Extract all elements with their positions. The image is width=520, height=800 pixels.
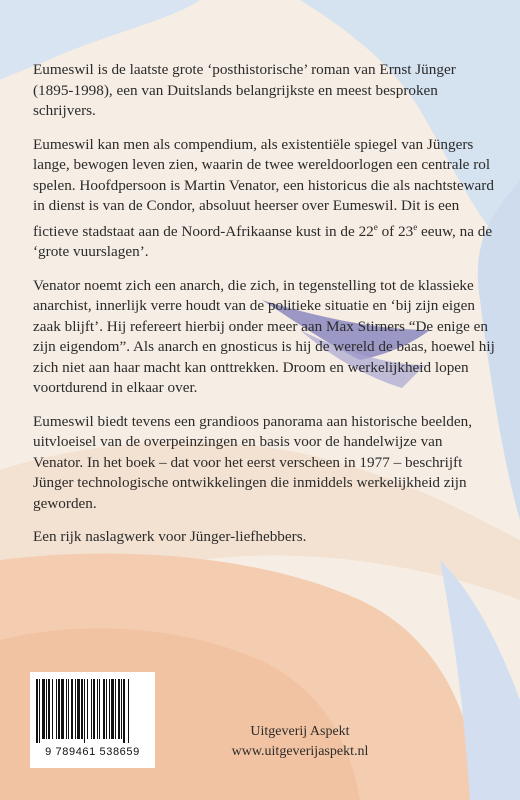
publisher-name: Uitgeverij Aspekt [250,724,350,739]
barcode-bar [123,679,125,743]
barcode-bar [109,679,110,739]
blurb-paragraph-1: Eumeswil is de laatste grote ‘posthistorische’ roman van Ernst Jünger (1895-1998), een van Duitslands belangrijkste en meest besproken schrijvers. [33,61,456,119]
barcode-bar [93,679,95,739]
barcode-bar [39,679,40,743]
barcode-bar [75,679,76,739]
barcode-bar [121,679,122,739]
barcode-bar [42,679,45,739]
barcode-bar [46,679,47,739]
barcode-bar [87,679,88,739]
barcode-bar [56,679,57,739]
barcode-bar [66,679,67,739]
barcode-bar [91,679,92,739]
blurb-paragraph-2-part-c: eeuw, na de ‘grote vuurslagen’. [33,222,493,261]
barcode-bar [77,679,80,739]
barcode-bar [52,679,53,739]
superscript-e: e [413,221,418,232]
barcode-bar [118,679,120,739]
publisher-url: www.uitgeverijaspekt.nl [231,744,369,759]
barcode-bar [97,679,98,739]
barcode-bar [99,679,100,739]
barcode-bar [103,679,105,739]
barcode-bar [36,679,38,743]
barcode-bars [34,679,151,743]
isbn-number: 9 789461 538659 [45,746,140,758]
barcode-bar [84,679,85,743]
barcode-bar [111,679,114,739]
blurb-paragraph-4: Eumeswil biedt tevens een grandioos panorama aan historische beelden, uitvloeisel van de overpeinzingen en basis voor de handelwijze van Venator. In het boek – dat voor het eerst verscheen in 1977 – beschrijft Jünger technologische ontwikkelingen die inmiddels werkelijkheid zijn geworden. [33,412,473,512]
blurb-paragraph-2-part-b: of 23 [377,222,414,240]
blurb-paragraph-5: Een rijk naslagwerk voor Jünger-liefhebbers. [33,528,307,546]
blurb-text [33,60,495,561]
barcode-bar [115,679,116,739]
barcode-bar [68,679,69,739]
barcode-bar [71,679,73,739]
barcode-bar [106,679,107,739]
isbn-barcode [30,672,155,768]
barcode-bar [81,679,83,739]
blurb-paragraph-3: Venator noemt zich een anarch, die zich, in tegenstelling tot de klassieke anarchist, innerlijk verre houdt van de politieke situatie en ‘bij zijn eigen zaak blijft’. Hij refereert hierbij onder meer aan Max Stirners “De enige en zijn eigendom”. Als anarch en gnosticus is hij de wereld de baas, hoewel hij zich niet aan haar macht kan onttrekken. Droom en werkelijkheid lopen voortdurend in elkaar over. [33,276,495,397]
blurb-paragraph-2 [33,135,495,263]
blurb-paragraph-2-part-a: Eumeswil kan men als compendium, als existentiële spiegel van Jüngers lange, bewogen leven zien, waarin de twee wereldoorlogen een centrale rol spelen. Hoofdpersoon is Martin Venator, een historicus die als nachtsteward in dienst is van de Condor, absoluut heerser over Eumeswil. Dit is een fictieve stadstaat aan de Noord-Afrikaanse kust in de 22 [33,135,494,240]
barcode-bar [48,679,50,739]
barcode-bar [61,679,64,739]
barcode-bar [128,679,129,743]
publisher-info [170,722,430,762]
superscript-e: e [373,221,378,232]
barcode-bar [58,679,60,739]
